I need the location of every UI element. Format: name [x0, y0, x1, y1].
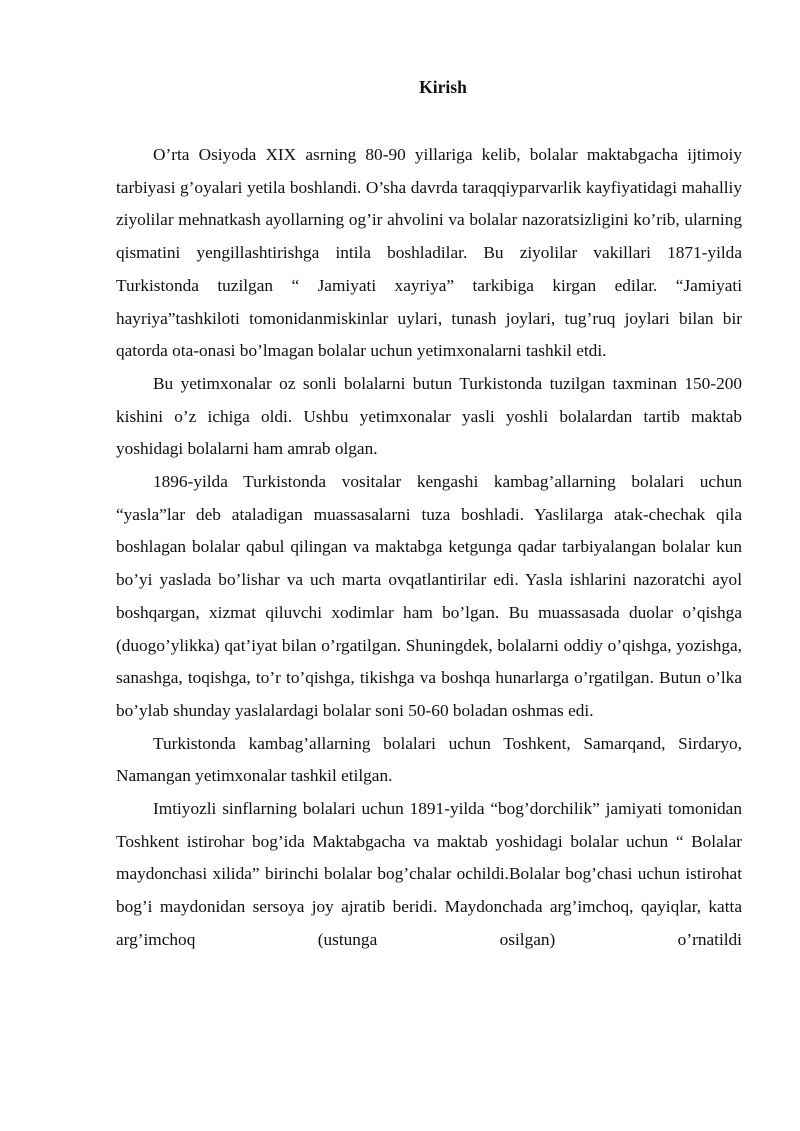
document-body [116, 139, 742, 957]
paragraph-5: Imtiyozli sinflarning bolalari uchun 1891-yilda “bog’dorchilik” jamiyati tomonidan Toshkent istirohar bog’ida Maktabgacha va maktab yoshidagi bolalar uchun “ Bolalar maydonchasi xilida” birinchi bolalar bog’chalar ochildi.Bolalar bog’chasi uchun istirohat bog’i maydonidan sersoya joy ajratib beridi. Maydonchada arg’imchoq, qayiqlar, katta arg’imchoq (ustunga osilgan) o’rnatildi [116, 799, 742, 949]
paragraph-4: Turkistonda kambag’allarning bolalari uchun Toshkent, Samarqand, Sirdaryo, Namangan yetimxonalar tashkil etilgan. [116, 733, 742, 786]
paragraph-3: 1896-yilda Turkistonda vositalar kengashi kambag’allarning bolalari uchun “yasla”lar deb ataladigan muassasalarni tuza boshladi. Yaslilarga atak-chechak qila boshlagan bolalar qabul qilingan va maktabga ketgunga qadar tarbiyalangan bolalar kun bo’yi yaslada bo’lishar va uch marta ovqatlantirilar edi. Yasla ishlarini nazoratchi ayol boshqargan, xizmat qiluvchi xodimlar ham bo’lgan. Bu muassasada duolar o’qishga (duogo’ylikka) qat’iyat bilan o’rgatilgan. Shuningdek, bolalarni oddiy o’qishga, yozishga, sanashga, toqishga, to’r to’qishga, tikishga va boshqa hunarlarga o’rgatilgan. Butun o’lka bo’ylab shunday yaslalardagi bolalar soni 50-60 boladan oshmas edi. [116, 472, 742, 720]
page-title: Kirish [419, 77, 467, 97]
paragraph-2: Bu yetimxonalar oz sonli bolalarni butun Turkistonda tuzilgan taxminan 150-200 kishini o’z ichiga oldi. Ushbu yetimxonalar yasli yoshli bolalardan tartib maktab yoshidagi bolalarni ham amrab olgan. [116, 373, 742, 459]
paragraph-1: O’rta Osiyoda XIX asrning 80-90 yillariga kelib, bolalar maktabgacha ijtimoiy tarbiyasi g’oyalari yetila boshlandi. O’sha davrda taraqqiyparvarlik kayfiyatidagi mahalliy ziyolilar mehnatkash ayollarning og’ir ahvolini va bolalar nazoratsizligini ko’rib, ularning qismatini yengillashtirishga intila boshladilar. Bu ziyolilar vakillari 1871-yilda Turkistonda tuzilgan “ Jamiyati xayriya” tarkibiga kirgan edilar. “Jamiyati hayriya”tashkiloti tomonidanmiskinlar uylari, tunash joylari, tug’ruq joylari bilan bir qatorda ota-onasi bo’lmagan bolalar uchun yetimxonalarni tashkil etdi. [116, 145, 742, 361]
